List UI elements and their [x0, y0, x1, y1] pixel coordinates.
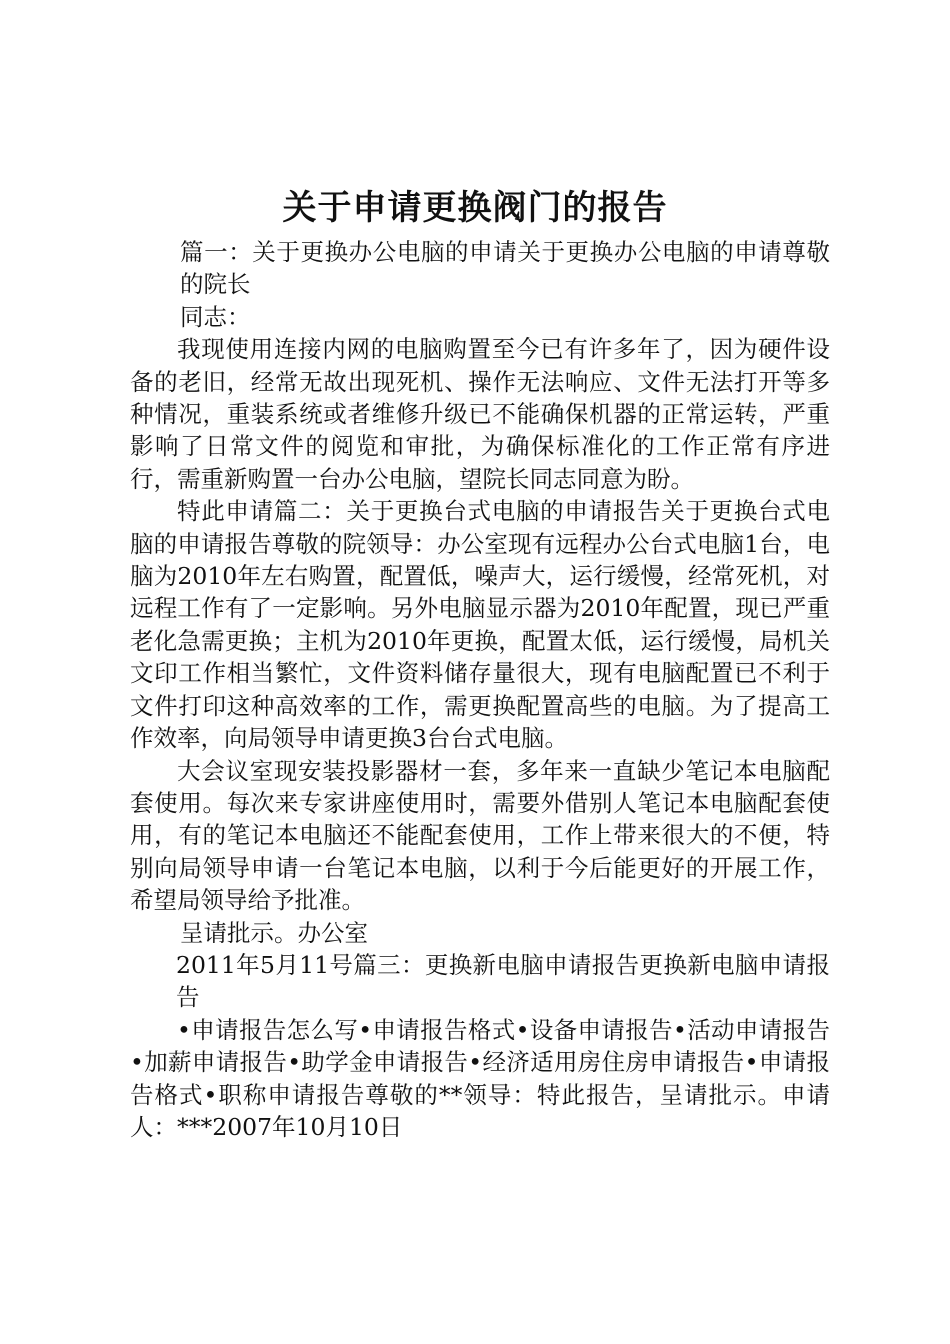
- paragraph-date: 2011年5月11号篇三：更换新电脑申请报告更换新电脑申请报告: [176, 950, 830, 1012]
- paragraph-body-3: 大会议室现安装投影器材一套，多年来一直缺少笔记本电脑配套使用。每次来专家讲座使用时，需要外借别人笔记本电脑配套使用，有的笔记本电脑还不能配套使用，工作上带来很大的不便，特别向局领导申请一台笔记本电脑，以利于今后能更好的开展工作，希望局领导给予批准。: [130, 756, 830, 915]
- paragraph-intro: 篇一：关于更换办公电脑的申请关于更换办公电脑的申请尊敬的院长: [180, 238, 830, 299]
- paragraph-body-2: 特此申请篇二：关于更换台式电脑的申请报告关于更换台式电脑的申请报告尊敬的院领导：办公室现有远程办公台式电脑1台，电脑为2010年左右购置，配置低，噪声大，运行缓慢，经常死机，对远程工作有了一定影响。另外电脑显示器为2010年配置，现已严重老化急需更换；主机为2010年更换，配置太低，运行缓慢，局机关文印工作相当繁忙，文件资料储存量很大，现有电脑配置已不利于文件打印这种高效率的工作，需更换配置高些的电脑。为了提高工作效率，向局领导申请更换3台台式电脑。: [130, 497, 830, 753]
- paragraph-closing: 呈请批示。办公室: [180, 918, 368, 947]
- document-title: 关于申请更换阀门的报告: [282, 188, 668, 228]
- paragraph-body-1: 我现使用连接内网的电脑购置至今已有许多年了，因为硬件设备的老旧，经常无故出现死机、操作无法响应、文件无法打开等多种情况，重装系统或者维修升级已不能确保机器的正常运转，严重影响了日常文件的阅览和审批，为确保标准化的工作正常有序进行，需重新购置一台办公电脑，望院长同志同意为盼。: [130, 335, 830, 493]
- paragraph-salutation: 同志：: [180, 302, 251, 331]
- paragraph-related-links: •申请报告怎么写•申请报告格式•设备申请报告•活动申请报告•加薪申请报告•助学金申请报告•经济适用房住房申请报告•申请报告格式•职称申请报告尊敬的**领导：特此报告，呈请批示。申请人：***2007年10月10日: [130, 1015, 830, 1141]
- document-body: [130, 236, 830, 1143]
